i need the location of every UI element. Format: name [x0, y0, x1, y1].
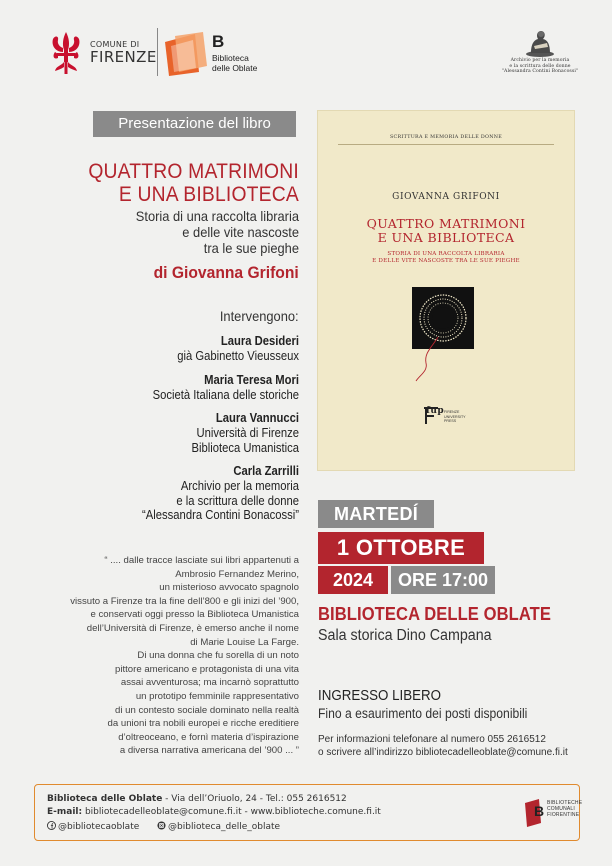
comune-label: COMUNE DI — [90, 40, 140, 49]
book-subtitle — [60, 208, 299, 256]
book-subtitle-line-2: e delle vite nascoste — [182, 224, 299, 240]
footer-address: - Via dell’Oriuolo, 24 - Tel.: 055 2616512 — [162, 794, 347, 804]
footer-social-line — [47, 821, 280, 832]
quote-line: assai avventurosa; ma incarnò soprattutto — [120, 677, 299, 689]
quote-line: un prototipo femminile rappresentativo — [135, 690, 299, 702]
presentazione-label: Presentazione del libro — [93, 111, 296, 137]
speaker-affiliation: Biblioteca Umanistica — [191, 440, 299, 455]
cover-subtitle — [318, 251, 574, 265]
archivio-figure-icon — [523, 24, 557, 58]
speaker-affiliation: Archivio per la memoria — [180, 479, 299, 493]
entry-note: Fino a esaurimento dei posti disponibili — [318, 706, 528, 721]
archivio-text — [500, 58, 580, 75]
speaker-affiliation: e la scrittura delle donne — [176, 493, 299, 508]
biblioteche-line-3: FIORENTINE — [547, 812, 580, 819]
speaker-affiliation: Università di Firenze — [196, 426, 299, 440]
press-mark: fup — [426, 406, 445, 416]
biblioteche-line-2: COMUNALI — [547, 806, 575, 813]
event-venue: BIBLIOTECA DELLE OBLATE — [318, 604, 552, 624]
florence-lily-icon — [46, 30, 86, 78]
biblioteche-line-1: BIBLIOTECHE — [547, 800, 583, 806]
quote-line: di Marie Louise La Farge. — [190, 636, 299, 648]
archivio-logo — [500, 24, 580, 88]
oblate-wordmark — [212, 54, 257, 73]
comune-firenze-logo — [46, 30, 158, 84]
firenze-label: FIRENZE — [90, 48, 157, 66]
quote-line: dell’Università di Firenze, è emerso anche il nome — [86, 622, 299, 634]
quote-line: Di una donna che fu sorella di un noto — [137, 650, 299, 662]
quote-line: d’oltreoceano, e fornì materia d’ispirazione — [118, 731, 299, 743]
archivio-line-1: Archivio per la memoria — [510, 58, 570, 63]
entry-label: INGRESSO LIBERO — [318, 688, 442, 704]
cover-rule — [338, 144, 554, 145]
speaker-name: Maria Teresa Mori — [204, 372, 299, 387]
quote-line: un misterioso avvocato spagnolo — [159, 582, 299, 594]
speaker-affiliation: già Gabinetto Vieusseux — [177, 349, 299, 363]
cover-subtitle-line-2: E DELLE VITE NASCOSTE TRA LE SUE PIEGHE — [372, 258, 520, 264]
quote-line: Ambrosio Fernandez Merino, — [175, 568, 299, 580]
speaker-affiliation: Società Italiana delle storiche — [152, 387, 299, 402]
quote-line: “ .... dalle tracce lasciate sui libri appartenuti a — [104, 555, 299, 566]
event-year-badge: 2024 — [318, 566, 388, 594]
biblioteche-comunali-logo — [525, 797, 583, 831]
oblate-line-1: Biblioteca — [212, 53, 249, 63]
biblioteche-b-icon — [525, 797, 547, 827]
event-room: Sala storica Dino Campana — [318, 627, 492, 644]
oblate-book-icon — [165, 32, 207, 76]
press-name — [444, 410, 466, 424]
footer-email-line — [47, 807, 381, 817]
footer-address-line — [47, 794, 347, 804]
speaker-name: Laura Desideri — [220, 334, 299, 348]
speaker-affiliation: “Alessandra Contini Bonacossi” — [142, 508, 299, 522]
footer-email-label: E-mail: — [47, 807, 83, 817]
book-quote — [39, 554, 299, 758]
biblioteche-wordmark — [547, 800, 582, 819]
archivio-line-2: e la scrittura delle donne — [509, 63, 571, 69]
speaker-item — [47, 411, 299, 455]
speaker-name: Carla Zarrilli — [233, 464, 299, 478]
archivio-line-3: "Alessandra Contini Bonacossi" — [501, 69, 579, 75]
speakers-list — [19, 334, 299, 532]
footer-library-name: Biblioteca delle Oblate — [47, 794, 163, 804]
speaker-name: Laura Vannucci — [215, 411, 299, 425]
event-time-badge: ORE 17:00 — [391, 566, 495, 594]
facebook-icon — [47, 821, 56, 830]
quote-paragraph-1 — [39, 554, 299, 649]
book-title — [88, 160, 299, 206]
info-email: o scrivere all’indirizzo bibliotecadelleoblate@comune.fi.it — [318, 747, 568, 758]
book-subtitle-line-3: tra le sue pieghe — [203, 240, 299, 256]
speaker-item — [47, 334, 299, 364]
quote-line: a diversa narrativa americana del ’900 ... ” — [119, 745, 299, 757]
oblate-line-2: delle Oblate — [212, 62, 258, 73]
speaker-item — [47, 373, 299, 403]
press-line-2: UNIVERSITY — [444, 414, 466, 419]
instagram-handle[interactable]: @biblioteca_delle_oblate — [168, 822, 281, 832]
quote-line: da unioni tra nobili europei e ricche ereditiere — [107, 718, 299, 730]
instagram-icon — [157, 821, 166, 830]
cover-title — [318, 217, 574, 245]
event-day-badge: MARTEDÍ — [318, 500, 434, 528]
book-cover — [318, 111, 574, 470]
svg-text:B: B — [534, 803, 545, 819]
book-subtitle-line-1: Storia di una raccolta libraria — [135, 208, 299, 224]
cover-subtitle-line-1: STORIA DI UNA RACCOLTA LIBRARIA — [387, 251, 505, 257]
intervengono-label: Intervengono: — [220, 308, 299, 324]
info-phone: Per informazioni telefonare al numero 055 2616512 — [318, 734, 546, 745]
book-author: di Giovanna Grifoni — [153, 263, 299, 282]
book-title-line-1: QUATTRO MATRIMONI — [88, 160, 299, 183]
cover-series: SCRITTURA E MEMORIA DELLE DONNE — [389, 135, 503, 140]
cover-press-logo — [422, 404, 482, 432]
quote-line: pittore americano e protagonista di una vita — [115, 663, 299, 675]
press-line-1: FIRENZE — [444, 410, 460, 414]
speaker-item — [47, 464, 299, 523]
quote-line: di un contesto sociale dominato nella realtà — [115, 704, 299, 716]
footer-email[interactable]: bibliotecadelleoblate@comune.fi.it - www.biblioteche.comune.fi.it — [82, 807, 381, 817]
cover-author: GIOVANNA GRIFONI — [392, 192, 500, 202]
quote-paragraph-2 — [39, 649, 299, 758]
book-title-line-2: E UNA BIBLIOTECA — [118, 183, 299, 206]
cover-title-line-2: E UNA BIBLIOTECA — [377, 230, 515, 245]
quote-line: e conservati oggi presso la Biblioteca Umanistica — [90, 609, 299, 621]
biblioteca-oblate-logo — [165, 32, 265, 84]
press-line-3: PRESS — [444, 419, 457, 424]
cover-title-line-1: QUATTRO MATRIMONI — [366, 216, 526, 231]
logo-divider — [157, 28, 158, 76]
quote-line: vissuto a Firenze tra la fine dell’800 e gli inizi del ’900, — [70, 595, 299, 607]
oblate-letter: B — [212, 32, 225, 51]
footer-box — [34, 784, 583, 841]
event-date-badge: 1 OTTOBRE — [318, 532, 484, 564]
facebook-handle[interactable]: @bibliotecaoblate — [58, 822, 140, 832]
cover-circle-art — [398, 287, 488, 383]
